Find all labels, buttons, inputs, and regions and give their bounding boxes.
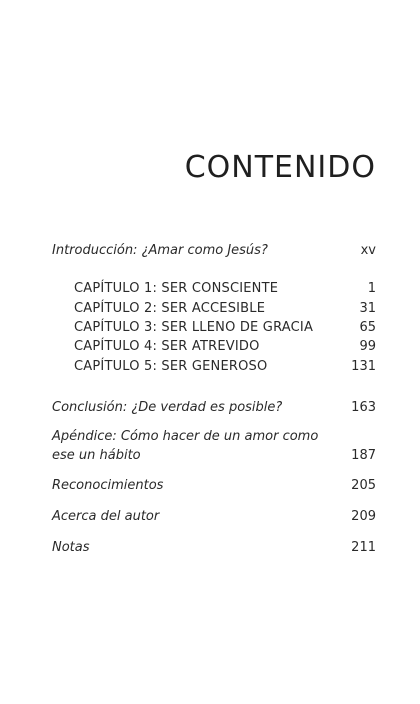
toc-entry-notes [52,538,376,557]
toc-entry-chapter-5 [74,357,376,376]
toc-entry-about-author [52,507,376,526]
toc-entry-label: Notas [52,540,90,555]
toc-entry-label: Reconocimientos [52,478,164,493]
toc-entry-page: 65 [359,320,376,335]
toc-entry-appendix [52,427,376,465]
toc-entry-chapter-3 [74,318,376,337]
page-title: CONTENIDO [184,150,376,185]
toc-entry-page: 211 [351,540,376,555]
toc-entry-label: CAPÍTULO 5: SER GENEROSO [74,359,268,374]
toc-entry-label: Acerca del autor [52,509,160,524]
toc-entry-chapter-1 [74,279,376,298]
toc-entry-label: CAPÍTULO 3: SER LLENO DE GRACIA [74,320,314,335]
toc-entry-page: 187 [351,448,376,463]
toc-entry-page: 205 [351,478,376,493]
toc-entry-page: 131 [351,359,376,374]
toc-entry-chapter-2 [74,299,376,318]
toc-entry-label: CAPÍTULO 4: SER ATREVIDO [74,339,260,354]
toc-entry-acknowledgments [52,476,376,495]
toc-entry-label: Apéndice: Cómo hacer de un amor como ese un hábito [52,429,319,463]
toc-entry-conclusion [52,398,376,417]
toc-entry-page: 209 [351,509,376,524]
toc-entry-page: xv [360,243,376,258]
toc-entry-page: 163 [351,400,376,415]
toc-entry-label: Introducción: ¿Amar como Jesús? [52,243,268,258]
toc-entry-page: 31 [359,301,376,316]
toc-entry-label: CAPÍTULO 1: SER CONSCIENTE [74,281,279,296]
toc-entry-page: 99 [359,339,376,354]
toc-entry-introduction [52,241,376,260]
toc-entry-page: 1 [367,281,376,296]
toc-entry-label: CAPÍTULO 2: SER ACCESIBLE [74,301,266,316]
toc-entry-chapter-4 [74,337,376,356]
toc-entry-label: Conclusión: ¿De verdad es posible? [52,400,283,415]
